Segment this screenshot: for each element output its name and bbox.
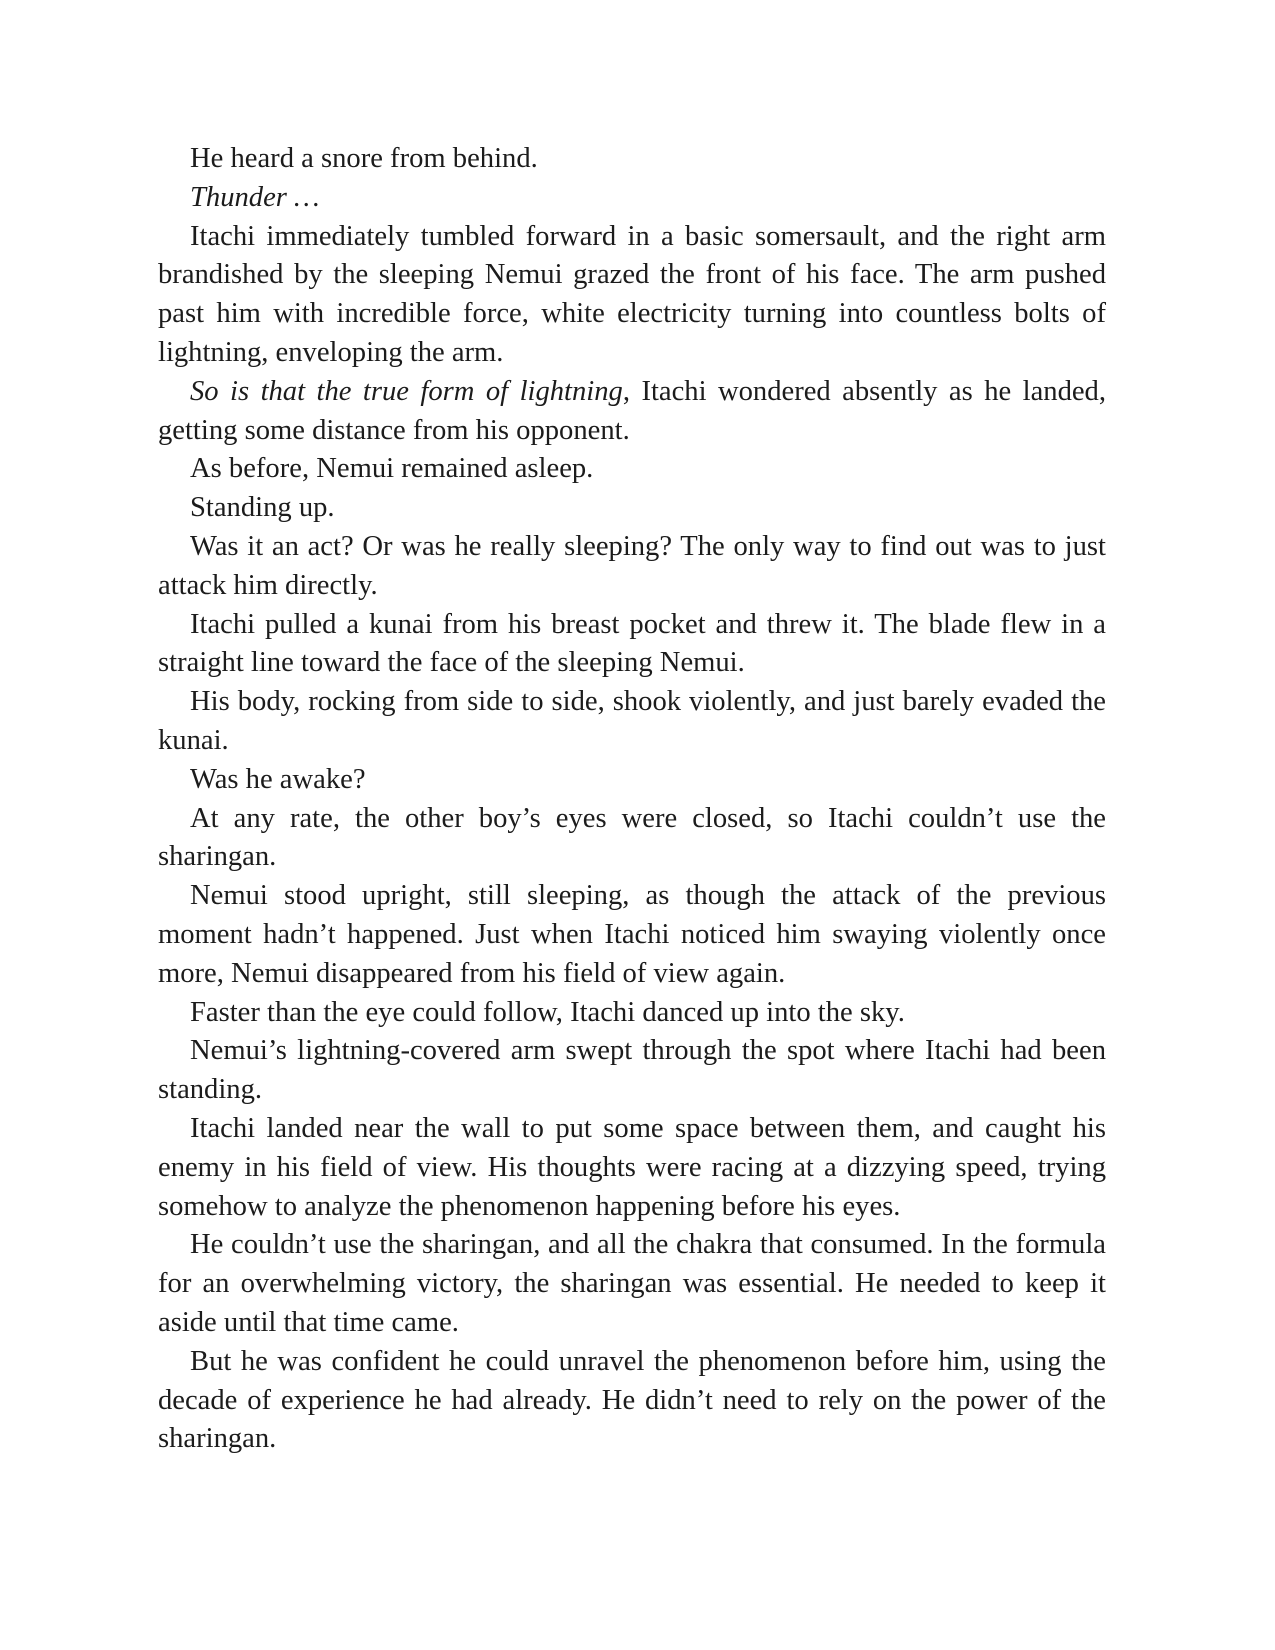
paragraph: [158, 489, 1106, 528]
paragraph-text: Nemui’s lightning-covered arm swept through the spot where Itachi had been standing.: [158, 1035, 1106, 1106]
paragraph-text: , Itachi wondered absently as he landed, getting some distance from his opponent.: [158, 375, 1107, 446]
paragraph: [158, 1110, 1106, 1226]
book-page: [158, 140, 1106, 1459]
paragraph-text: His body, rocking from side to side, shook violently, and just barely evaded the kunai.: [158, 686, 1106, 756]
paragraph: [158, 1226, 1106, 1342]
paragraph-text: Itachi immediately tumbled forward in a basic somersault, and the right arm brandished by the sleeping Nemui grazed the front of his face. The arm pushed past him with incredible force, white electricity turning into countless bolts of lightning, enveloping the arm.: [158, 220, 1106, 368]
paragraph: [158, 606, 1106, 684]
paragraph-text: As before, Nemui remained asleep.: [190, 453, 594, 485]
paragraph-text: Nemui stood upright, still sleeping, as though the attack of the previous moment hadn’t happened. Just when Itachi noticed him swaying violently once more, Nemui disappeared from his field of view again.: [158, 880, 1106, 989]
paragraph-text: Was it an act? Or was he really sleeping? The only way to find out was to just attack him directly.: [158, 530, 1106, 601]
paragraph-text: He couldn’t use the sharingan, and all the chakra that consumed. In the formula for an overwhelming victory, the sharingan was essential. He needed to keep it aside until that time came.: [158, 1229, 1106, 1338]
paragraph: [158, 683, 1106, 761]
paragraph: [158, 373, 1106, 451]
paragraph: [158, 218, 1106, 373]
paragraph: [158, 877, 1106, 993]
paragraph-text: Itachi landed near the wall to put some space between them, and caught his enemy in his field of view. His thoughts were racing at a dizzying speed, trying somehow to analyze the phenomenon happening before his eyes.: [158, 1112, 1106, 1222]
paragraph: [158, 450, 1106, 489]
paragraph: [158, 528, 1106, 606]
paragraph-text: But he was confident he could unravel the phenomenon before him, using the decade of experience he had already. He didn’t need to rely on the power of the sharingan.: [158, 1345, 1106, 1455]
paragraph: [158, 761, 1106, 800]
paragraph-text: Itachi pulled a kunai from his breast pocket and threw it. The blade flew in a straight line toward the face of the sleeping Nemui.: [158, 608, 1106, 679]
paragraph-text-italic: So is that the true form of lightning: [190, 375, 623, 407]
paragraph: [158, 179, 1106, 218]
paragraph-text: Standing up.: [190, 492, 335, 524]
paragraph-text: Faster than the eye could follow, Itachi danced up into the sky.: [190, 996, 905, 1028]
paragraph: [158, 1032, 1106, 1110]
paragraph-text: At any rate, the other boy’s eyes were closed, so Itachi couldn’t use the sharingan.: [158, 802, 1106, 873]
paragraph-text-italic: Thunder …: [190, 181, 320, 213]
paragraph: [158, 1343, 1106, 1459]
paragraph: [158, 800, 1106, 878]
paragraph: [158, 994, 1106, 1033]
paragraph-text: He heard a snore from behind.: [190, 143, 538, 174]
paragraph: [158, 140, 1106, 179]
paragraph-text: Was he awake?: [190, 763, 366, 795]
